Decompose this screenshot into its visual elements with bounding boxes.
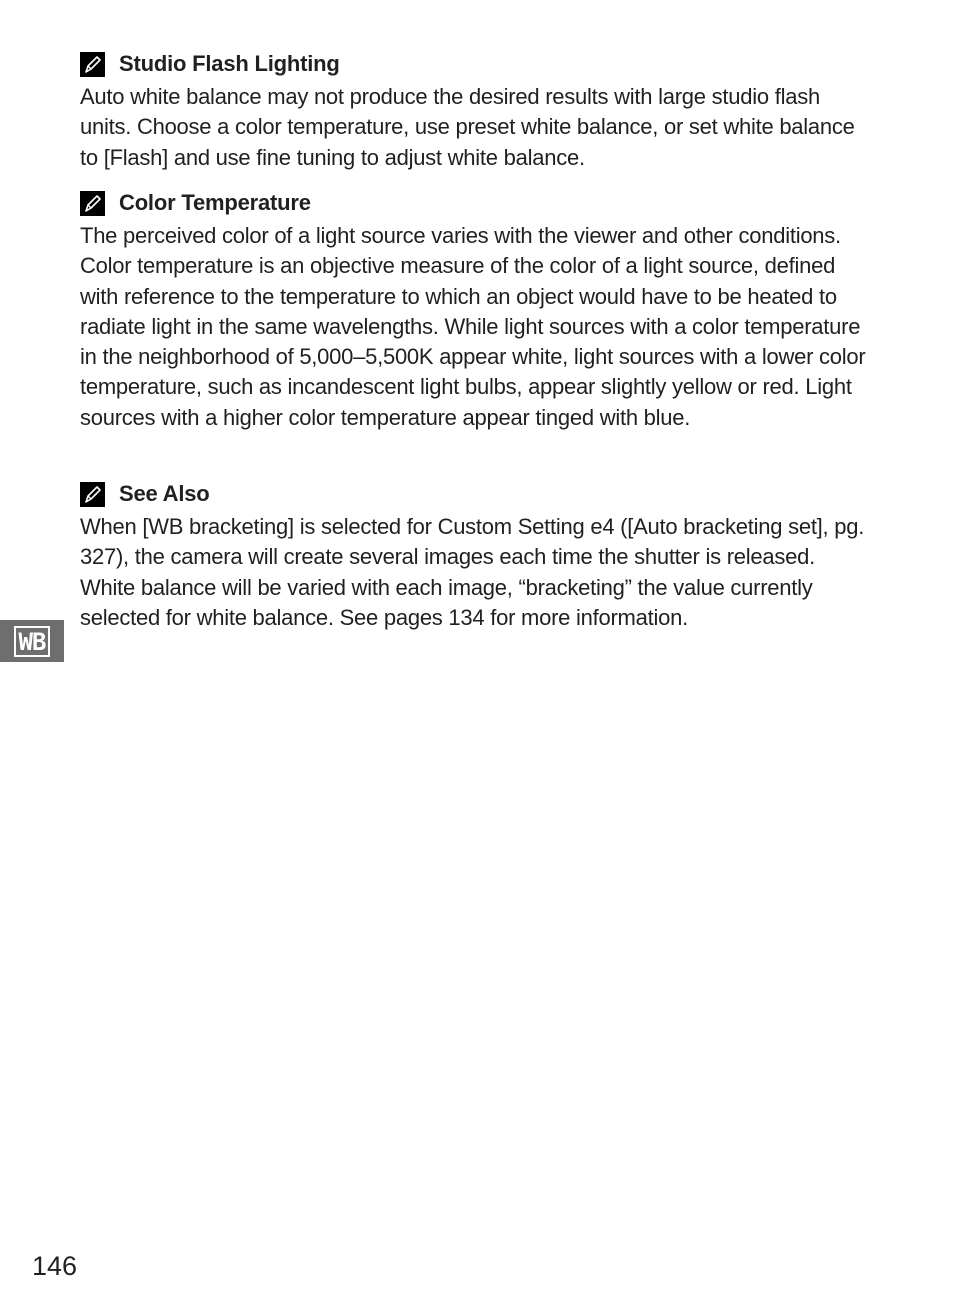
section-body: The perceived color of a light source varies with the viewer and other conditions. Color temperature is an objective measure of the color of a light source, defined with reference to the temperature to which an object would have to be heated to radiate light in the same wavelengths. While light sources with a color temperature in the neighborhood of 5,000–5,500K appear white, light sources with a lower color temperature, such as incandescent light bulbs, appear slightly yellow or red. Light sources with a higher color temperature appear tinged with blue. xyxy=(80,223,866,430)
note-pencil-icon xyxy=(80,52,105,77)
note-pencil-icon xyxy=(80,482,105,507)
section-studio-flash-lighting xyxy=(80,49,870,173)
note-pencil-icon xyxy=(80,191,105,216)
section-color-temperature xyxy=(80,188,870,433)
chapter-tab-wb xyxy=(0,620,64,662)
page-number: 146 xyxy=(32,1251,78,1281)
section-heading xyxy=(80,479,870,509)
section-title: See Also xyxy=(119,481,210,506)
section-body: Auto white balance may not produce the desired results with large studio flash units. Choose a color temperature, use preset white balance, or set white balance to [Flash] and use fine tuning to adjust white balance. xyxy=(80,84,855,170)
section-see-also xyxy=(80,479,870,633)
section-title: Color Temperature xyxy=(119,190,311,215)
section-title: Studio Flash Lighting xyxy=(119,51,340,76)
chapter-tab-label: WB xyxy=(14,626,51,657)
section-body: When [WB bracketing] is selected for Custom Setting e4 ([Auto bracketing set], pg. 327), the camera will create several images each time the shutter is released. White balance will be varied with each image, “bracketing” the value currently selected for white balance. See pages 134 for more information. xyxy=(80,514,865,630)
section-heading xyxy=(80,188,870,218)
section-heading xyxy=(80,49,870,79)
